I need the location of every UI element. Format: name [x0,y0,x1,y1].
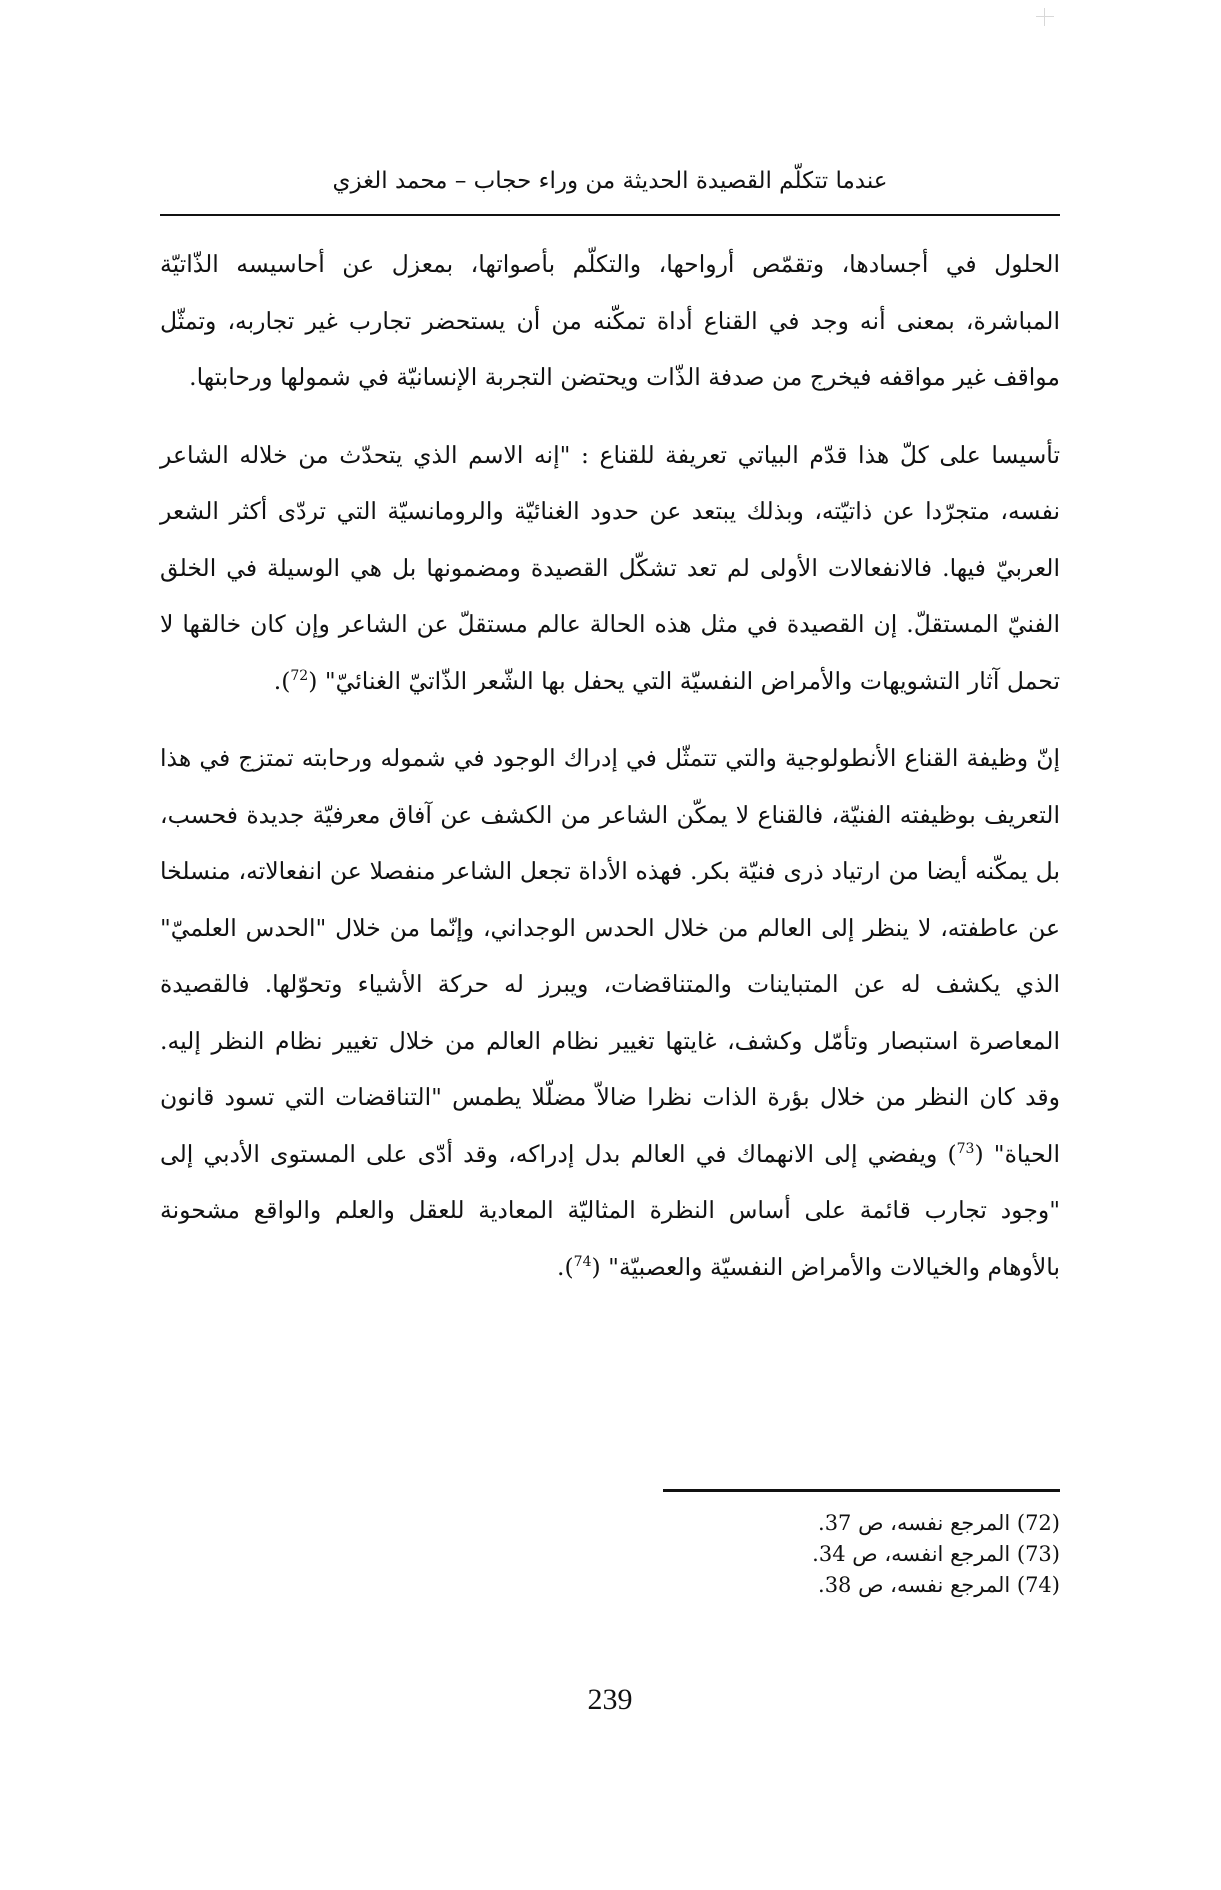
footnote-ref-number: 73 [956,1140,975,1157]
footnote: (74) المرجع نفسه، ص 38. [818,1573,1060,1597]
footnote: (73) المرجع انفسه، ص 34. [812,1542,1060,1566]
running-header: عندما تتكلّم القصيدة الحديثة من وراء حجاب – محمد الغزي [332,168,888,194]
paragraph [160,730,1060,1295]
paragraph-text: ). [557,1252,574,1281]
footnote-reference [574,1253,592,1281]
header-rule [160,214,1060,216]
footnote-rule [663,1489,1060,1492]
footnote-reference [957,1140,975,1168]
paragraph [160,427,1060,710]
paragraph-text: الحلول في أجسادها، وتقمّص أرواحها، والتكلّم بأصواتها، بمعزل عن أحاسيسه الذّاتيّة المباشرة، بمعنى أنه وجد في القناع أداة تمكّنه من أن يستحضر تجارب غير تجاربه، وتمثّل مواقف غير مواقفه فيخرج من صدفة الذّات ويحتضن التجربة الإنسانيّة في شمولها ورحابتها. [160,250,1060,391]
paragraph-text: ) ويفضي إلى الانهماك في العالم بدل إدراكه، وقد أدّى على المستوى الأدبي إلى "وجود تجارب قائمة على أساس النظرة المثاليّة المعادية للعقل والعلم والواقع مشحونة بالأوهام والخيالات والأمراض النفسيّة والعصبيّة" ( [160,1139,1060,1281]
footnote-reference [290,667,308,695]
footnotes [600,1508,1060,1601]
footnote-ref-number: 74 [573,1253,592,1270]
footnote: (72) المرجع نفسه، ص 37. [818,1511,1060,1535]
crop-mark [1036,8,1054,26]
paragraph-text: تأسيسا على كلّ هذا قدّم البياتي تعريفة للقناع : "إنه الاسم الذي يتحدّث من خلاله الشاعر نفسه، متجرّدا عن ذاتيّته، وبذلك يبتعد عن حدود الغنائيّة والرومانسيّة التي تردّى أكثر الشعر العربيّ فيها. فالانفعالات الأولى لم تعد تشكّل القصيدة ومضمونها بل هي الوسيلة في الخلق الفنيّ المستقلّ. إن القصيدة في مثل هذه الحالة عالم مستقلّ عن الشاعر وإن كان خالقها لا تحمل آثار التشويهات والأمراض النفسيّة التي يحفل بها الشّعر الذّاتيّ الغنائيّ" ( [160,440,1060,695]
page-number: 239 [587,1683,633,1716]
paragraph-text: ). [273,666,291,695]
paragraph [160,236,1060,406]
footnote-ref-number: 72 [290,667,309,684]
paragraph-text: إنّ وظيفة القناع الأنطولوجية والتي تتمثّل في إدراك الوجود في شموله ورحابته تمتزج في هذا التعريف بوظيفته الفنيّة، فالقناع لا يمكّن الشاعر من الكشف عن آفاق معرفيّة جديدة فحسب، بل يمكّنه أيضا من ارتياد ذرى فنيّة بكر. فهذه الأداة تجعل الشاعر منفصلا عن انفعالاته، منسلخا عن عاطفته، لا ينظر إلى العالم من خلال الحدس الوجداني، وإنّما من خلال "الحدس العلميّ" الذي يكشف له عن المتباينات والمتناقضات، ويبرز له حركة الأشياء وتحوّلها. فالقصيدة المعاصرة استبصار وتأمّل وكشف، غايتها تغيير نظام العالم من خلال تغيير نظام النظر إليه. وقد كان النظر من خلال بؤرة الذات نظرا ضالاّ مضلّلا يطمس "التناقضات التي تسود قانون الحياة" ( [160,744,1060,1168]
body-text [160,236,1060,1316]
